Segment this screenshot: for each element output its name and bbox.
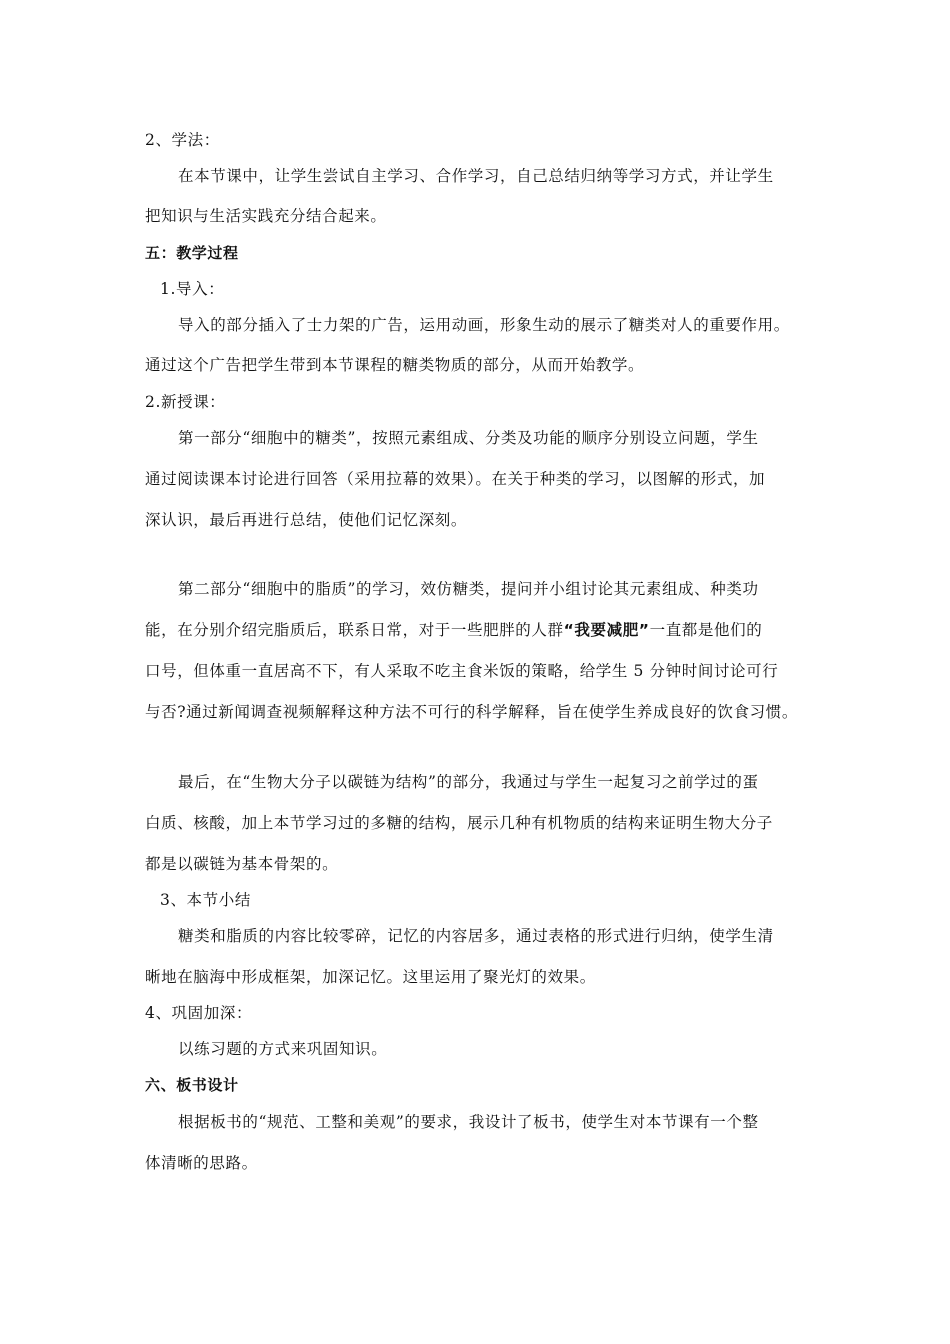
paragraph-line: 把知识与生活实践充分结合起来。 — [145, 207, 387, 225]
paragraph-line: 以练习题的方式来巩固知识。 — [178, 1040, 388, 1058]
paragraph-line: 根据板书的“规范、工整和美观”的要求，我设计了板书，使学生对本节课有一个整 — [178, 1113, 759, 1131]
emphasis-quote: “我要减肥” — [563, 621, 650, 639]
subheading-introduction: 1.导入： — [160, 280, 225, 298]
paragraph-line: 通过阅读课本讨论进行回答（采用拉幕的效果）。在关于种类的学习，以图解的形式，加 — [145, 470, 766, 488]
section-heading-board-design: 六、板书设计 — [145, 1076, 239, 1094]
paragraph-line: 导入的部分插入了士力架的广告，运用动画，形象生动的展示了糖类对人的重要作用。 — [178, 316, 790, 334]
paragraph-line: 第二部分“细胞中的脂质”的学习，效仿糖类，提问并小组讨论其元素组成、种类功 — [178, 580, 759, 598]
paragraph-line: 糖类和脂质的内容比较零碎，记忆的内容居多，通过表格的形式进行归纳，使学生清 — [178, 927, 774, 945]
subheading-summary: 3、本节小结 — [160, 891, 251, 909]
paragraph-line: 都是以碳链为基本骨架的。 — [145, 855, 339, 873]
subheading-new-lesson: 2.新授课： — [145, 393, 226, 411]
text-segment: 能，在分别介绍完脂质后，联系日常，对于一些肥胖的人群 — [145, 621, 564, 639]
paragraph-line: 与否?通过新闻调查视频解释这种方法不可行的科学解释，旨在使学生养成良好的饮食习惯。 — [145, 703, 798, 721]
subheading-consolidation: 4、巩固加深： — [145, 1004, 253, 1022]
paragraph-line: 口号，但体重一直居高不下，有人采取不吃主食米饭的策略，给学生 5 分钟时间讨论可行 — [145, 662, 779, 680]
paragraph-line: 深认识，最后再进行总结，使他们记忆深刻。 — [145, 511, 468, 529]
paragraph-line-mixed — [145, 618, 762, 640]
paragraph-line: 第一部分“细胞中的糖类”，按照元素组成、分类及功能的顺序分别设立问题，学生 — [178, 429, 759, 447]
section-heading-study-method: 2、学法： — [145, 131, 220, 149]
paragraph-line: 在本节课中，让学生尝试自主学习、合作学习，自己总结归纳等学习方式，并让学生 — [178, 167, 774, 185]
paragraph-line: 白质、核酸，加上本节学习过的多糖的结构，展示几种有机物质的结构来证明生物大分子 — [145, 814, 773, 832]
paragraph-line: 通过这个广告把学生带到本节课程的糖类物质的部分，从而开始教学。 — [145, 356, 645, 374]
paragraph-line: 体清晰的思路。 — [145, 1154, 258, 1172]
section-heading-teaching-process: 五：教学过程 — [145, 244, 239, 262]
paragraph-line: 晰地在脑海中形成框架，加深记忆。这里运用了聚光灯的效果。 — [145, 968, 596, 986]
text-segment: 一直都是他们的 — [649, 621, 763, 639]
paragraph-line: 最后，在“生物大分子以碳链为结构”的部分，我通过与学生一起复习之前学过的蛋 — [178, 773, 759, 791]
